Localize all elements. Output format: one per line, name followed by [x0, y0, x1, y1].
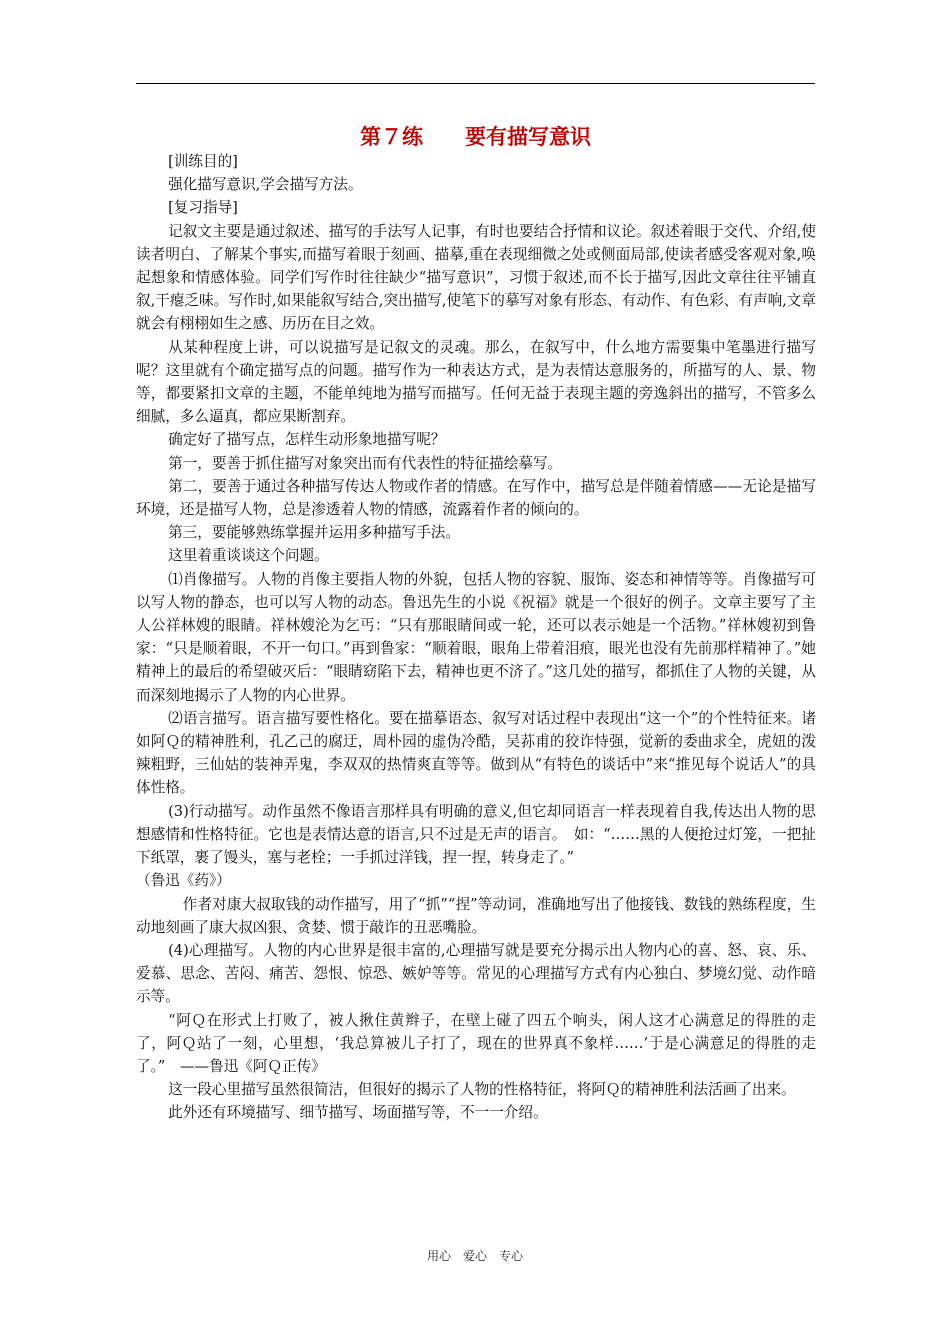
action-example-source: （鲁迅《药》） — [136, 872, 231, 890]
paragraph-first-point: 第一，要善于抓住描写对象突出而有代表性的特征描绘摹写。 — [168, 454, 563, 472]
purpose-text: 强化描写意识,学会描写方法。 — [168, 176, 363, 194]
purpose-heading: [训练目的] — [168, 153, 238, 170]
paragraph-second-point: 第二，要善于通过各种描写传达人物或作者的情感。在写作中，描写总是伴随着情感——无论是描写环境，还是描写人物，总是渗透着人物的情感，流露着作者的倾向的。 — [136, 477, 816, 519]
paragraph-portrait-description: ⑴肖像描写。人物的肖像主要指人物的外貌，包括人物的容貌、服饰、姿态和神情等等。肖像描写可以写人物的静态，也可以写人物的动态。鲁迅先生的小说《祝福》就是一个很好的例子。文章主要写了主人公祥林嫂的眼睛。祥林嫂沦为乞丐：“只有那眼睛间或一轮，还可以表示她是一个活物。”祥林嫂初到鲁家：“只是顺着眼，不开一句口。”再到鲁家：“顺着眼，眼角上带着泪痕，眼光也没有先前那样精神了。”她精神上的最后的希望破灭后：“眼睛窈陷下去，精神也更不济了。”这几处的描写，都抓住了人物的关键，从而深刻地揭示了人物的内心世界。 — [136, 570, 816, 704]
page-footer: 用心 爱心 专心 — [426, 1249, 523, 1263]
paragraph-ah-q-quote: “阿Ｑ在形式上打败了，被人揪住黄辫子，在壁上碰了四五个响头，闲人这才心满意足的得胜的走了，阿Ｑ站了一刻，心里想，‘我总算被儿子打了，现在的世界真不象样……’于是心满意足的得胜的走了。” ——鲁迅《阿Ｑ正传》 — [136, 1011, 816, 1075]
document-body — [136, 150, 816, 1125]
page-title: 第７练 要有描写意识 — [360, 125, 591, 149]
paragraph-focus-note: 这里着重谈谈这个问题。 — [168, 547, 329, 565]
header-rule — [136, 83, 815, 84]
paragraph-psychological-description: (4)心理描写。人物的内心世界是很丰富的,心理描写就是要充分揭示出人物内心的喜、怒、哀、乐、爱慕、思念、苦闷、痛苦、怨恨、惊恐、嫉妒等等。常见的心理描写方式有内心独白、梦境幻觉、动作暗示等。 — [136, 941, 816, 1006]
paragraph-other-methods: 此外还有环境描写、细节描写、场面描写等，不一一介绍。 — [168, 1104, 548, 1122]
paragraph-action-description: (3)行动描写。动作虽然不像语言那样具有明确的意义,但它却同语言一样表现着自我,传达出人物的思想感情和性格特征。它也是表情达意的语言,只不过是无声的语言。 如：“……黑的人便抢过灯笼，一把扯下纸罩，裹了馒头，塞与老栓；一手抓过洋钱，捏一捏，转身走了。” — [136, 802, 816, 867]
paragraph-narration-vs-description: 记叙文主要是通过叙述、描写的手法写人记事，有时也要结合抒情和议论。叙述着眼于交代、介绍,使读者明白、了解某个事实,而描写着眼于刻画、描摹,重在表现细微之处或侧面局部,使读者感受客观对象,唤起想象和情感体验。同学们写作时往往缺少“描写意识”，习惯于叙述,而不长于描写,因此文章往往平铺直叙,干瘪乏味。写作时,如果能叙写结合,突出描写,使笔下的摹写对象有形态、有动作、有色彩、有声响,文章就会有栩栩如生之感、历历在目之效。 — [136, 222, 816, 333]
paragraph-language-description: ⑵语言描写。语言描写要性格化。要在描摹语态、叙写对话过程中表现出“这一个”的个性特征来。诸如阿Ｑ的精神胜利，孔乙己的腐迂，周朴园的虚伪冷酷，吴荪甫的狡诈恃强，觉新的委曲求全，虎妞的泼辣粗野，三仙姑的装神弄鬼，李双双的热情爽直等等。做到从“有特色的谈话中”来“推见每个说话人”的具体性格。 — [136, 709, 816, 797]
paragraph-how-to-describe: 确定好了描写点，怎样生动形象地描写呢？ — [168, 431, 446, 449]
guide-heading: [复习指导] — [168, 199, 238, 217]
paragraph-description-soul: 从某种程度上讲，可以说描写是记叙文的灵魂。那么，在叙写中，什么地方需要集中笔墨进行描写呢？这里就有个确定描写点的问题。描写作为一种表达方式，是为表情达意服务的，所描写的人、景、物等，都要紧扣文章的主题，不能单纯地为描写而描写。任何无益于表现主题的旁逸斜出的描写，不管多么细腻，多么逼真，都应果断割弃。 — [136, 338, 816, 426]
paragraph-ah-q-analysis: 这一段心里描写虽然很简洁，但很好的揭示了人物的性格特征，将阿Ｑ的精神胜利法活画了出来。 — [168, 1081, 796, 1099]
paragraph-third-point: 第三，要能够熟练掌握并运用多种描写手法。 — [168, 524, 460, 542]
paragraph-action-analysis: 作者对康大叔取钱的动作描写，用了“抓”“捏”等动词，准确地写出了他接钱、数钱的熟练程度，生动地刻画了康大叔凶狠、贪婪、惯于敲诈的丑恶嘴脸。 — [136, 895, 816, 936]
